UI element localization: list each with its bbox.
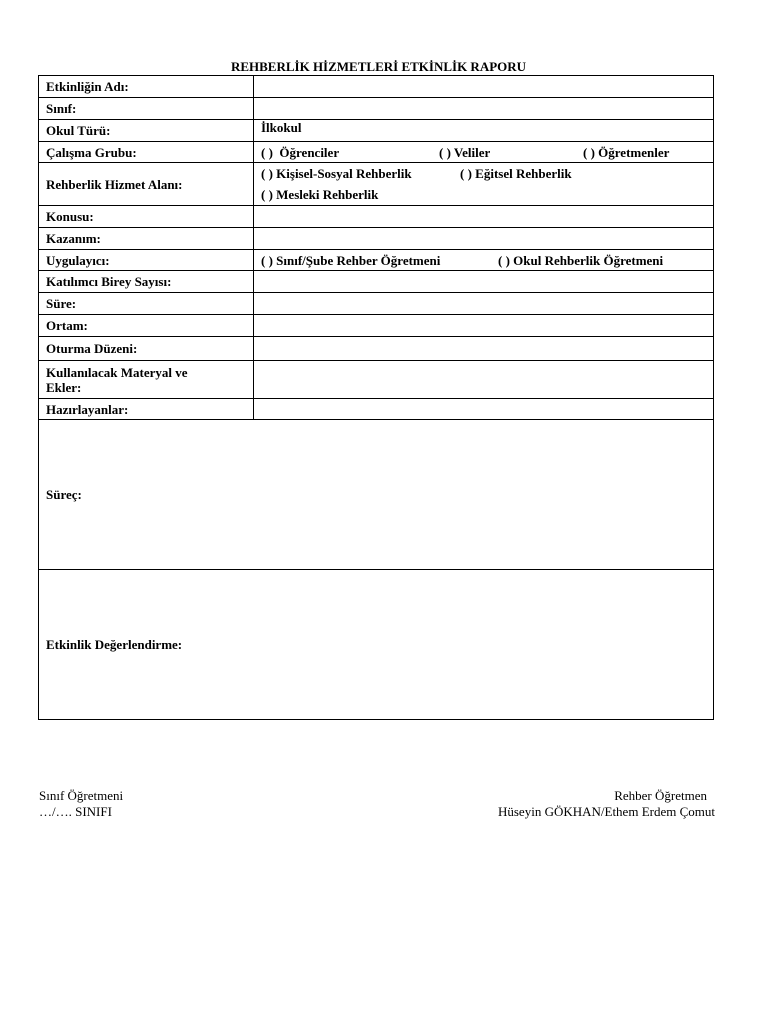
katilimci-field[interactable] [254, 271, 714, 293]
kazanim-field[interactable] [254, 228, 714, 250]
katilimci-label: Katılımcı Birey Sayısı: [39, 271, 254, 293]
konusu-field[interactable] [254, 206, 714, 228]
sinif-ogretmeni-label: Sınıf Öğretmeni [39, 788, 124, 803]
calisma-grubu-label: Çalışma Grubu: [39, 142, 254, 163]
option-kisisel-sosyal[interactable]: ( ) Kişisel-Sosyal Rehberlik [261, 166, 412, 181]
uygulayici-label: Uygulayıcı: [39, 250, 254, 271]
ortam-field[interactable] [254, 315, 714, 337]
row-hizmet-alani [39, 163, 714, 206]
row-sinif [39, 98, 714, 120]
footer-left-signature [39, 788, 123, 820]
row-okul-turu [39, 120, 714, 142]
row-uygulayici [39, 250, 714, 271]
row-hazirlayanlar [39, 399, 714, 420]
surec-section[interactable] [39, 420, 714, 570]
oturma-label: Oturma Düzeni: [39, 337, 254, 361]
row-kazanim [39, 228, 714, 250]
rehber-ogretmen-label: Rehber Öğretmen [614, 788, 707, 803]
etkinlik-adi-field[interactable] [254, 76, 714, 98]
row-calisma-grubu [39, 142, 714, 163]
option-okul-rehberlik[interactable]: ( ) Okul Rehberlik Öğretmeni [498, 252, 664, 268]
row-sure [39, 293, 714, 315]
degerlendirme-label: Etkinlik Değerlendirme: [46, 637, 183, 652]
page-title: REHBERLİK HİZMETLERİ ETKİNLİK RAPORU [230, 59, 527, 74]
option-mesleki[interactable]: ( ) Mesleki Rehberlik [261, 187, 379, 202]
materyal-label: Kullanılacak Materyal ve Ekler: [39, 361, 254, 399]
row-katilimci [39, 271, 714, 293]
option-sinif-rehber[interactable]: ( ) Sınıf/Şube Rehber Öğretmeni [261, 252, 441, 268]
option-egitsel[interactable]: ( ) Eğitsel Rehberlik [460, 166, 572, 181]
rehber-ogretmen-names: Hüseyin GÖKHAN/Ethem Erdem Çomut [497, 804, 715, 819]
okul-turu-label: Okul Türü: [39, 120, 254, 142]
row-etkinlik-adi [39, 76, 714, 98]
hazirlayanlar-label: Hazırlayanlar: [39, 399, 254, 420]
surec-label: Süreç: [46, 487, 82, 502]
etkinlik-adi-label: Etkinliğin Adı: [39, 76, 254, 98]
ortam-label: Ortam: [39, 315, 254, 337]
report-form-table [38, 75, 714, 720]
row-ortam [39, 315, 714, 337]
option-ogretmenler[interactable]: ( ) Öğretmenler [583, 144, 670, 160]
row-materyal [39, 361, 714, 399]
hizmet-alani-options [254, 163, 714, 206]
kazanim-label: Kazanım: [39, 228, 254, 250]
uygulayici-options [254, 250, 714, 271]
okul-turu-field[interactable]: İlkokul [254, 120, 714, 142]
hizmet-alani-label: Rehberlik Hizmet Alanı: [39, 163, 254, 206]
sure-label: Süre: [39, 293, 254, 315]
option-veliler[interactable]: ( ) Veliler [439, 144, 491, 160]
konusu-label: Konusu: [39, 206, 254, 228]
sinif-field[interactable] [254, 98, 714, 120]
footer-right-signature [498, 788, 715, 820]
oturma-field[interactable] [254, 337, 714, 361]
hazirlayanlar-field[interactable] [254, 399, 714, 420]
row-oturma [39, 337, 714, 361]
row-konusu [39, 206, 714, 228]
calisma-grubu-options [254, 142, 714, 163]
sinif-name: …/…. SINIFI [39, 804, 112, 819]
materyal-field[interactable] [254, 361, 714, 399]
row-degerlendirme [39, 570, 714, 720]
degerlendirme-section[interactable] [39, 570, 714, 720]
option-ogrenciler[interactable]: ( ) Öğrenciler [261, 144, 340, 160]
sure-field[interactable] [254, 293, 714, 315]
row-surec [39, 420, 714, 570]
sinif-label: Sınıf: [39, 98, 254, 120]
